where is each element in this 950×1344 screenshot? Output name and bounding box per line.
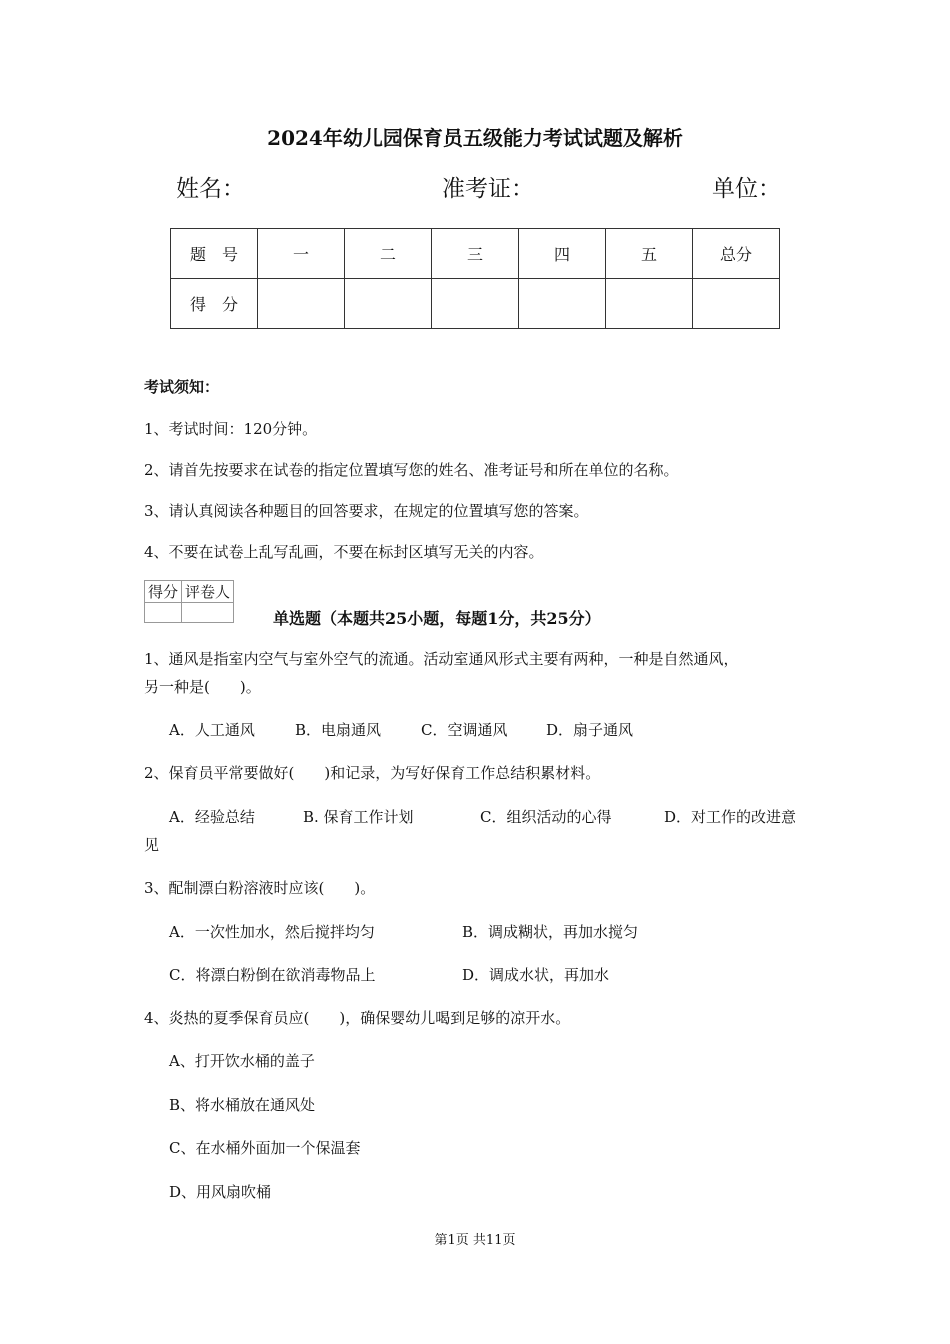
score-input-cell[interactable] — [693, 279, 780, 329]
option-b: B. 保育工作计划 — [303, 808, 414, 826]
score-table-header-row — [171, 229, 780, 279]
score-input-cell[interactable] — [345, 279, 432, 329]
score-input-cell[interactable] — [432, 279, 519, 329]
score-table-cell: 得 分 — [171, 279, 258, 329]
score-table-score-row — [171, 279, 780, 329]
score-table-cell: 题 号 — [171, 229, 258, 279]
grader-box — [144, 580, 234, 623]
option-d: D．调成水状，再加水 — [462, 966, 610, 984]
option-a: A．经验总结 — [169, 808, 255, 826]
question-text: 4、炎热的夏季保育员应( )，确保婴幼儿喝到足够的凉开水。 — [144, 1009, 571, 1027]
option-b: B．调成糊状，再加水搅匀 — [462, 923, 639, 941]
score-table-cell: 总分 — [693, 229, 780, 279]
name-label: 姓名： — [176, 176, 245, 202]
score-input-cell[interactable] — [258, 279, 345, 329]
score-input-cell[interactable] — [519, 279, 606, 329]
option-d: D．扇子通风 — [546, 721, 634, 739]
score-table-cell: 四 — [519, 229, 606, 279]
score-table-cell: 三 — [432, 229, 519, 279]
option-c: C．组织活动的心得 — [480, 808, 612, 826]
option-c: C．将漂白粉倒在欲消毒物品上 — [169, 966, 376, 984]
score-table — [170, 228, 780, 329]
option-a: A．一次性加水，然后搅拌均匀 — [169, 923, 375, 941]
score-table-cell: 五 — [606, 229, 693, 279]
question-text: 1、通风是指室内空气与室外空气的流通。活动室通风形式主要有两种，一种是自然通风， — [144, 650, 739, 668]
option-d: D、用风扇吹桶 — [169, 1183, 272, 1201]
question-text: 2、保育员平常要做好( )和记录，为写好保育工作总结积累材料。 — [144, 764, 601, 782]
notice-item: 4、不要在试卷上乱写乱画，不要在标封区填写无关的内容。 — [144, 543, 544, 561]
grader-box-score-label: 得分 — [145, 581, 182, 603]
score-input-cell[interactable] — [606, 279, 693, 329]
option-d-continuation: 见 — [144, 836, 160, 854]
option-a: A．人工通风 — [169, 721, 255, 739]
exam-id-label: 准考证： — [442, 176, 534, 202]
score-table-cell: 一 — [258, 229, 345, 279]
option-b: B．电扇通风 — [295, 721, 382, 739]
grader-box-score-cell[interactable] — [145, 603, 182, 623]
question-text: 另一种是( )。 — [144, 678, 261, 696]
option-a: A、打开饮水桶的盖子 — [169, 1052, 315, 1070]
question-text: 3、配制漂白粉溶液时应该( )。 — [144, 879, 376, 897]
option-c: C、在水桶外面加一个保温套 — [169, 1139, 361, 1157]
notice-heading: 考试须知： — [144, 378, 220, 396]
option-d: D．对工作的改进意 — [664, 808, 797, 826]
unit-label: 单位： — [712, 176, 781, 202]
option-c: C．空调通风 — [421, 721, 508, 739]
notice-item: 2、请首先按要求在试卷的指定位置填写您的姓名、准考证号和所在单位的名称。 — [144, 461, 679, 479]
option-b: B、将水桶放在通风处 — [169, 1096, 316, 1114]
notice-item: 1、考试时间：120分钟。 — [144, 420, 318, 438]
grader-box-grader-label: 评卷人 — [182, 581, 234, 603]
section-title: 单选题（本题共25小题，每题1分，共25分） — [273, 609, 601, 628]
score-table-cell: 二 — [345, 229, 432, 279]
notice-item: 3、请认真阅读各种题目的回答要求，在规定的位置填写您的答案。 — [144, 502, 589, 520]
document-title: 2024年幼儿园保育员五级能力考试试题及解析 — [267, 126, 683, 150]
page-footer: 第1页 共11页 — [434, 1233, 516, 1248]
grader-box-grader-cell[interactable] — [182, 603, 234, 623]
